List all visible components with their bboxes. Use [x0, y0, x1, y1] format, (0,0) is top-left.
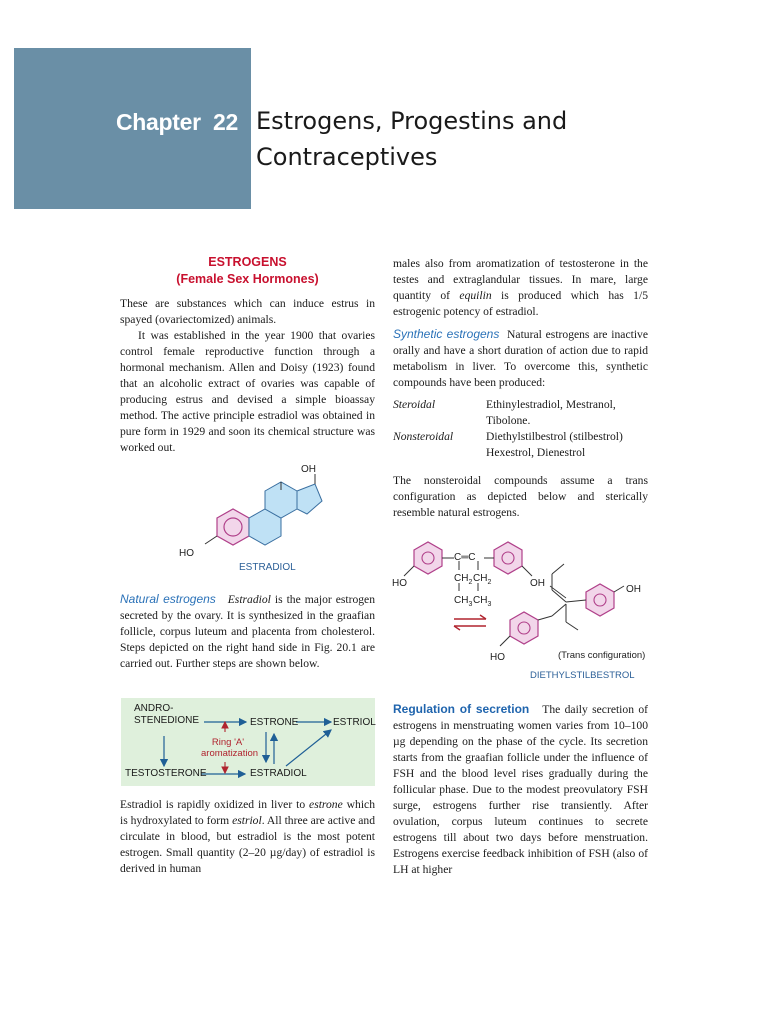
estradiol-structure: [175, 460, 335, 575]
svg-text:CH3: $CH_3$: [454, 595, 473, 608]
synthetic-estrogens-paragraph: Synthetic estrogens Natural estrogens are inactive orally and have a short duration of action due to rapid metabolism in liver. To overcome this, synthetic compounds have been produced:: [393, 327, 648, 389]
synthetic-estrogens-heading: Synthetic estrogens: [393, 327, 500, 341]
estradiol-caption: ESTRADIOL: [239, 562, 296, 573]
intro-paragraph: These are substances which can induce estrus in spayed (ovariectomized) animals.: [120, 297, 375, 326]
right-column-top: [393, 256, 648, 521]
estriol-label: ESTRIOL: [333, 717, 376, 728]
steroidal-value: Ethinylestradiol, Mestranol, Tibolone.: [486, 398, 616, 427]
svg-text:CH2: $CH_2$: [454, 573, 473, 586]
metabolism-paragraph: Estradiol is rapidly oxidized in liver to estrone which is hydroxylated to form estriol. All three are active and circulate in blood, but estradiol is the most potent estrogen. Small quantity (2–20 µg/day) of estradiol is derived in human: [120, 798, 376, 875]
left-column-bottom: [120, 797, 375, 877]
chapter-label: Chapter 22: [116, 109, 238, 135]
testosterone-label: TESTOSTERONE: [125, 768, 207, 779]
section-title: ESTROGENS (Female Sex Hormones): [176, 255, 319, 286]
androstenedione-label: ANDRO- STENEDIONE: [134, 703, 200, 726]
svg-text:HO: HO: [392, 578, 407, 589]
svg-text:OH: OH: [530, 578, 545, 589]
svg-text:CH2: $CH_2$: [473, 573, 492, 586]
equilin-paragraph: males also from aromatization of testosterone in the testes and extraglandular tissues. In mare, large quantity of equilin is produced which has 1/5 estrogenic potency of estradiol.: [393, 257, 649, 318]
regulation-paragraph: Regulation of secretion The daily secretion of estrogens in menstruating women varies from 10–100 µg depending on the phase of the cycle. Its secretion starts from the graafian follicle under the influence of FSH and the blood level rises gradually during the follicular phase. Due to the modest preovulatory FSH surge, estrogens further rise transiently. After ovulation, corpus luteum continues to secrete estrogens till about two days before menstruation. Estrogens exercise feedback inhibition of FSH (also of LH at higher: [393, 702, 648, 876]
right-column-bottom: [393, 701, 648, 878]
synthetic-table: [393, 397, 648, 461]
ho-label: HO: [179, 548, 194, 559]
nonsteroidal-value: Diethylstilbestrol (stilbestrol) Hexestrol, Dienestrol: [486, 430, 623, 459]
oh-label: OH: [301, 464, 316, 475]
estradiol-label: ESTRADIOL: [250, 768, 307, 779]
chapter-number: 22: [213, 109, 238, 135]
svg-text:C═C: C═C: [454, 552, 476, 563]
diethylstilbestrol-structure: [390, 536, 655, 686]
regulation-heading: Regulation of secretion: [393, 702, 530, 716]
left-column-middle: [120, 591, 375, 672]
trans-paragraph: The nonsteroidal compounds assume a trans configuration as depicted below and sterically resemble natural estrogens.: [393, 474, 648, 519]
natural-estrogens-paragraph: Natural estrogens Estradiol is the major estrogen secreted by the ovary. It is synthesized in the graafian follicle, corpus luteum and placenta from cholesterol. Steps depicted on the right hand side in Fig. 20.1 are carried out. Further steps are shown below.: [120, 592, 375, 670]
estrone-label: ESTRONE: [250, 717, 299, 728]
steroidal-key: Steroidal: [393, 398, 436, 411]
nonsteroidal-key: Nonsteroidal: [393, 430, 454, 443]
svg-text:OH: OH: [626, 584, 641, 595]
svg-text:(Trans configuration): (Trans configuration): [558, 650, 646, 661]
svg-text:DIETHYLSTILBESTROL: DIETHYLSTILBESTROL: [530, 670, 635, 681]
aromatization-label: Ring 'A' aromatization: [201, 737, 259, 759]
chapter-title: Estrogens, Progestins and Contraceptives: [256, 107, 568, 171]
svg-text:CH3: $CH_3$: [473, 595, 492, 608]
natural-estrogens-heading: Natural estrogens: [120, 592, 216, 606]
history-paragraph: It was established in the year 1900 that ovaries control female reproductive function through a hormonal mechanism. Allen and Doisy (1923) found that an alcoholic extract of ovaries was capable of producing estrus and devised a simple bioassay method. The active principle estradiol was obtained in pure form in 1929 and soon its chemical structure was worked out.: [120, 329, 375, 454]
left-column-top: [120, 254, 375, 456]
svg-text:HO: HO: [490, 652, 505, 663]
